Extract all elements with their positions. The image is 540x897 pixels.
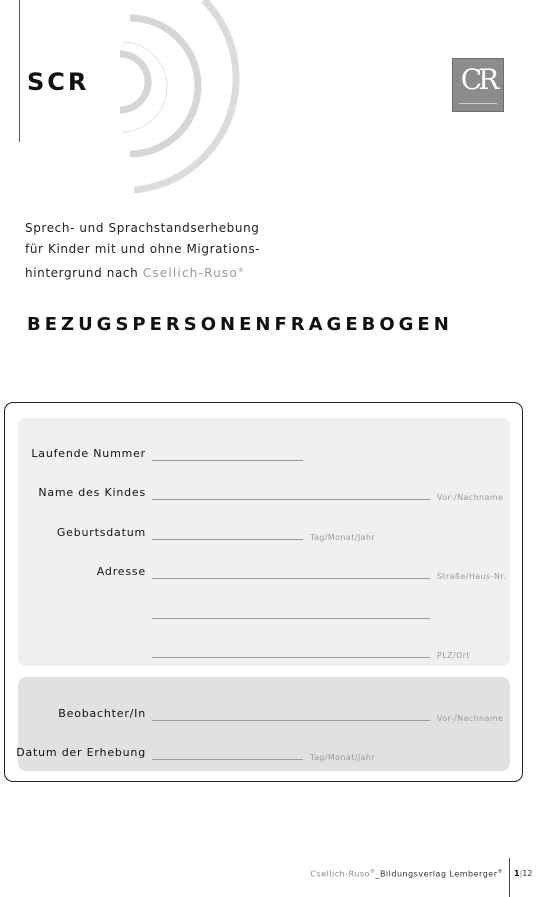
brand-underline — [459, 103, 497, 104]
subtitle-line-3 — [25, 260, 260, 284]
field-row-geburtsdatum — [0, 526, 540, 546]
field-hint-adresse-street: Straße/Haus-Nr. — [437, 572, 507, 581]
footer-brand-mark: ® — [369, 869, 376, 875]
subtitle-line-2: für Kinder mit und ohne Migrations- — [25, 242, 261, 256]
header-vertical-rule — [19, 0, 20, 142]
input-line-datum-erhebung[interactable] — [152, 759, 303, 760]
input-line-adresse-plz[interactable] — [152, 657, 430, 658]
brand-logo — [452, 58, 504, 112]
field-row-name-des-kindes — [0, 486, 540, 506]
page-separator: | — [519, 869, 523, 878]
input-line-adresse-extra[interactable] — [152, 618, 430, 619]
subtitle-brand: Csellich-Ruso — [142, 266, 238, 280]
brand-monogram: CR — [460, 63, 496, 96]
footer-publisher-mark: ® — [497, 869, 503, 875]
field-label-beobachter: Beobachter/In — [58, 707, 146, 720]
field-label-datum-erhebung: Datum der Erhebung — [16, 746, 146, 759]
field-hint-beobachter: Vor-/Nachname — [437, 714, 504, 723]
footer-brand: Csellich-Ruso — [310, 869, 370, 879]
subtitle-line-1: Sprech- und Sprachstandserhebung — [25, 221, 260, 235]
field-hint-adresse-plz: PLZ/Ort — [437, 651, 470, 660]
input-line-beobachter[interactable] — [152, 720, 430, 721]
field-row-datum-erhebung — [0, 746, 540, 766]
subtitle-line-3-prefix: hintergrund nach — [25, 266, 139, 280]
field-label-adresse: Adresse — [96, 565, 146, 578]
page-title: BEZUGSPERSONENFRAGEBOGEN — [27, 314, 453, 335]
field-row-adresse-2 — [0, 605, 540, 625]
field-label-laufende-nummer: Laufende Nummer — [31, 447, 146, 460]
subtitle-reg-mark: ® — [237, 267, 246, 274]
input-line-adresse-street[interactable] — [152, 578, 430, 579]
input-line-laufende-nummer[interactable] — [152, 460, 303, 461]
footer-separator: _ — [375, 869, 380, 879]
footer-credit — [310, 869, 503, 879]
footer-divider — [509, 858, 510, 897]
field-hint-datum-erhebung: Tag/Monat/Jahr — [310, 753, 376, 762]
input-line-name-des-kindes[interactable] — [152, 499, 430, 500]
page-total: 12 — [522, 869, 533, 878]
page-current: 1 — [514, 869, 520, 878]
field-label-geburtsdatum: Geburtsdatum — [56, 526, 146, 539]
footer-publisher: Bildungsverlag Lemberger — [379, 869, 498, 879]
field-row-adresse-plz — [0, 644, 540, 664]
field-hint-name-des-kindes: Vor-/Nachname — [437, 493, 504, 502]
field-hint-geburtsdatum: Tag/Monat/Jahr — [310, 533, 376, 542]
field-row-adresse — [0, 565, 540, 585]
logo-scr: SCR — [27, 68, 90, 96]
subtitle — [25, 218, 260, 284]
sound-waves-graphic — [100, 0, 270, 200]
field-label-name-des-kindes: Name des Kindes — [38, 486, 146, 499]
input-line-geburtsdatum[interactable] — [152, 539, 303, 540]
page-number — [514, 869, 532, 878]
field-row-laufende-nummer — [0, 447, 540, 467]
field-row-beobachter — [0, 707, 540, 727]
